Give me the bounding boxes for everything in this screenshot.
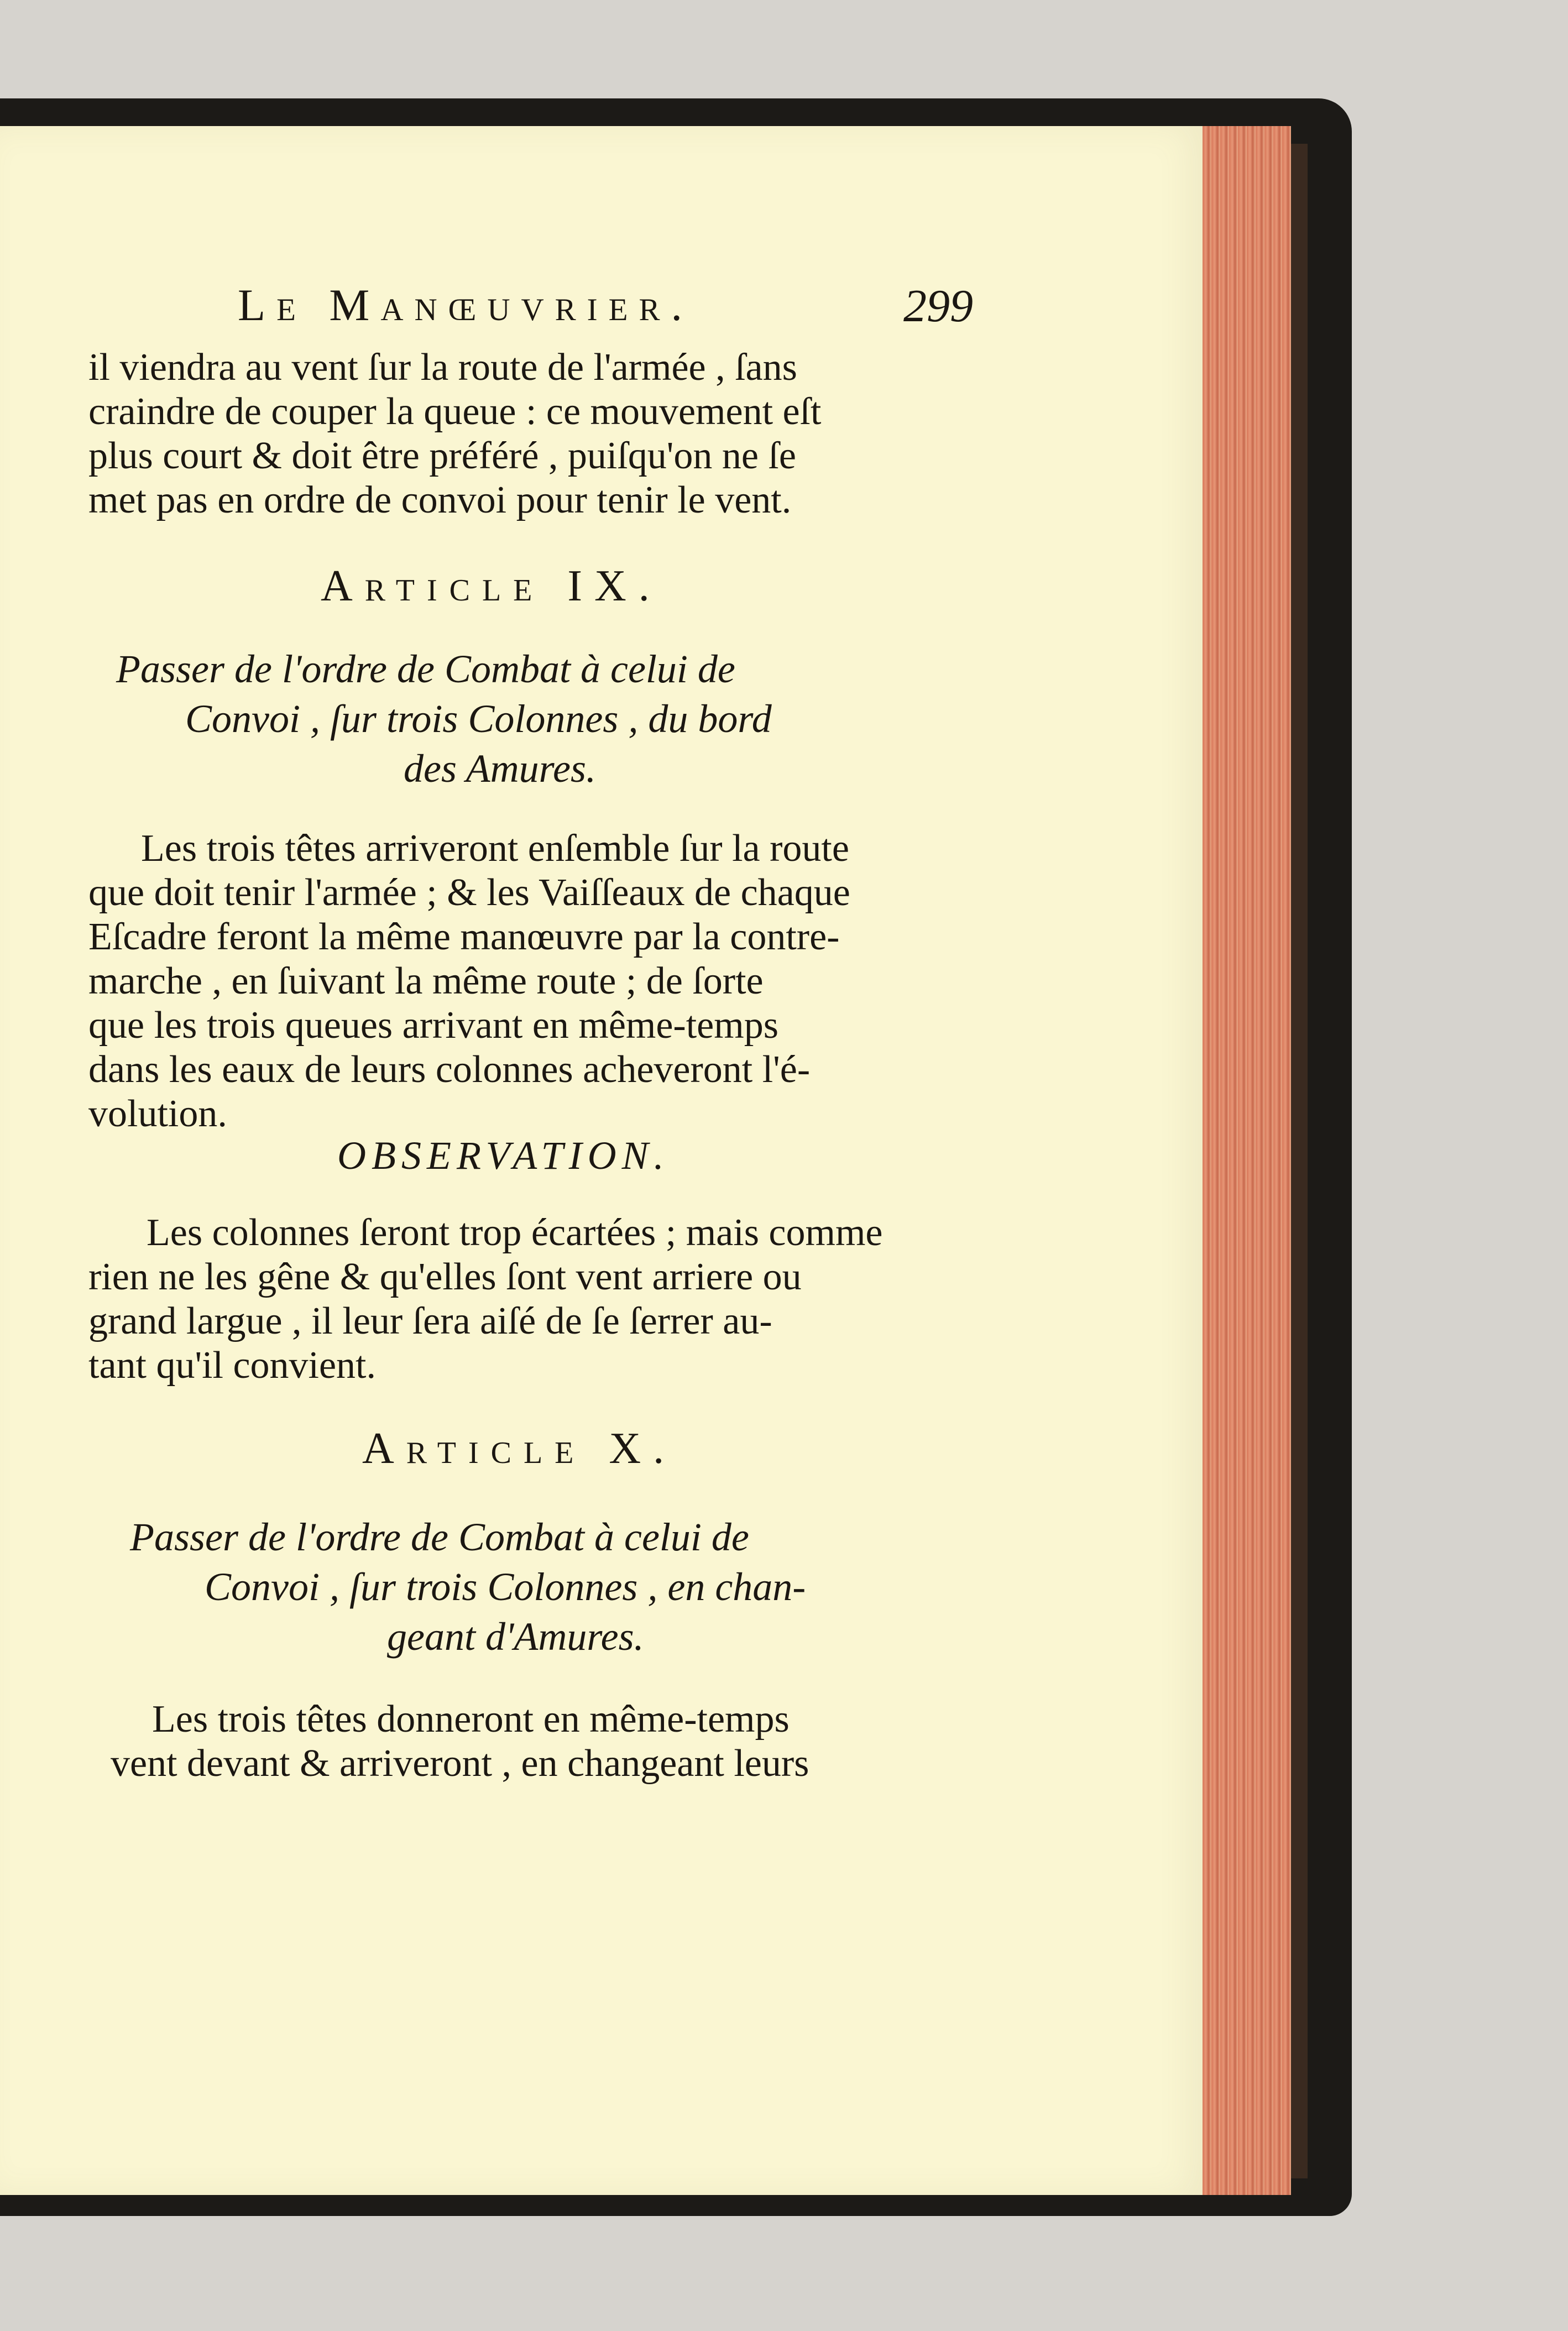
- text-line: que doit tenir l'armée ; & les Vaiſſeaux de chaque: [88, 871, 850, 914]
- observation-heading: OBSERVATION.: [337, 1133, 670, 1178]
- text-line: Les colonnes ſeront trop écartées ; mais comme: [147, 1211, 883, 1254]
- text-line: Eſcadre feront la même manœuvre par la contre-: [88, 916, 840, 958]
- article-ix-title-line: Passer de l'ordre de Combat à celui de: [116, 647, 735, 691]
- text-line: Les trois têtes arriveront enſemble ſur la route: [141, 827, 849, 870]
- text-line: grand largue , il leur ſera aiſé de ſe ſerrer au-: [88, 1300, 772, 1342]
- cover-edge: [1291, 144, 1308, 2178]
- text-line: vent devant & arriveront , en changeant leurs: [111, 1742, 809, 1785]
- article-x-title-line: Convoi , ſur trois Colonnes , en chan-: [205, 1565, 806, 1609]
- article-x-title-line: Passer de l'ordre de Combat à celui de: [130, 1515, 749, 1559]
- article-x-heading: Article X.: [362, 1424, 677, 1473]
- text-line: dans les eaux de leurs colonnes acheveront l'é-: [88, 1048, 811, 1091]
- article-ix-heading: Article IX.: [321, 562, 662, 610]
- running-head: [238, 279, 973, 346]
- article-ix-title-line: des Amures.: [404, 746, 596, 791]
- text-line: il viendra au vent ſur la route de l'armée , ſans: [88, 346, 797, 389]
- text-line: que les trois queues arrivant en même-temps: [88, 1004, 778, 1047]
- text-line: met pas en ordre de convoi pour tenir le vent.: [88, 479, 792, 521]
- article-ix-title-line: Convoi , ſur trois Colonnes , du bord: [185, 697, 772, 741]
- text-line: plus court & doit être préféré , puiſqu'on ne ſe: [88, 435, 796, 477]
- text-line: marche , en ſuivant la même route ; de ſorte: [88, 960, 764, 1002]
- text-line: volution.: [88, 1093, 227, 1135]
- page-number: 299: [903, 280, 973, 332]
- page-edges: [1203, 126, 1291, 2195]
- text-line: Les trois têtes donneront en même-temps: [152, 1698, 790, 1741]
- text-line: tant qu'il convient.: [88, 1344, 377, 1387]
- running-head-title: Le Manœuvrier.: [238, 280, 693, 330]
- text-line: craindre de couper la queue : ce mouvement eſt: [88, 390, 822, 433]
- article-x-title-line: geant d'Amures.: [387, 1614, 644, 1659]
- text-line: rien ne les gêne & qu'elles ſont vent arriere ou: [88, 1256, 802, 1298]
